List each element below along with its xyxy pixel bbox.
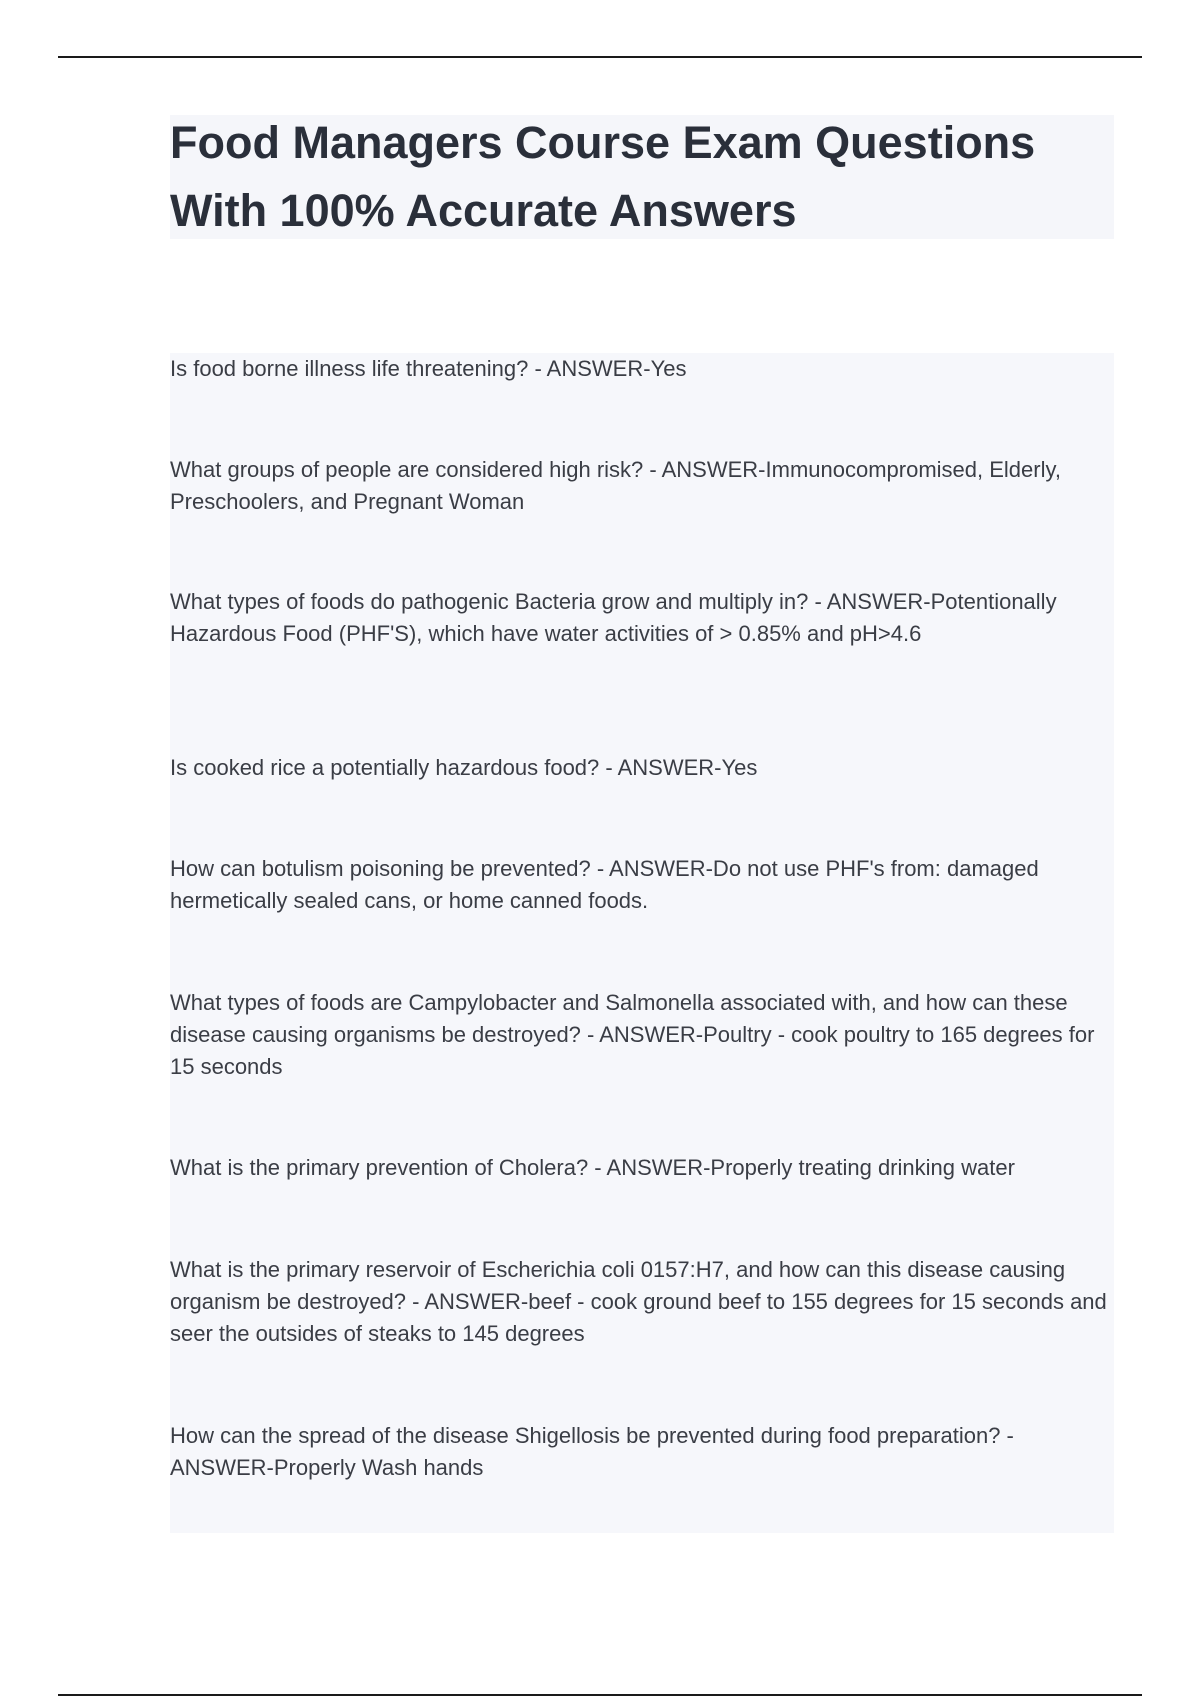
bottom-rule bbox=[58, 1694, 1142, 1696]
qa-item-6: What types of foods are Campylobacter and Salmonella associated with, and how can these disease causing organisms be destroyed? - ANSWER-Poultry - cook poultry to 165 degrees for 15 seconds bbox=[170, 990, 1095, 1079]
qa-item-3: What types of foods do pathogenic Bacteria grow and multiply in? - ANSWER-Potentionally Hazardous Food (PHF'S), which have water activities of > 0.85% and pH>4.6 bbox=[170, 589, 1057, 646]
qa-list bbox=[170, 353, 1114, 1533]
qa-item-9: How can the spread of the disease Shigellosis be prevented during food preparation? - ANSWER-Properly Wash hands bbox=[170, 1423, 1014, 1480]
title-block bbox=[170, 115, 1114, 239]
qa-item-8: What is the primary reservoir of Escherichia coli 0157:H7, and how can this disease causing organism be destroyed? - ANSWER-beef - cook ground beef to 155 degrees for 15 seconds and seer the outsides of steaks to 145 degrees bbox=[170, 1257, 1107, 1346]
top-rule bbox=[58, 56, 1142, 58]
qa-item-7: What is the primary prevention of Cholera? - ANSWER-Properly treating drinking water bbox=[170, 1155, 1015, 1180]
qa-item-5: How can botulism poisoning be prevented? - ANSWER-Do not use PHF's from: damaged hermetically sealed cans, or home canned foods. bbox=[170, 856, 1039, 913]
document-title: Food Managers Course Exam Questions With 100% Accurate Answers bbox=[170, 117, 1036, 236]
qa-item-4: Is cooked rice a potentially hazardous food? - ANSWER-Yes bbox=[170, 755, 758, 780]
qa-item-2: What groups of people are considered high risk? - ANSWER-Immunocompromised, Elderly, Preschoolers, and Pregnant Woman bbox=[170, 457, 1061, 514]
qa-item-1: Is food borne illness life threatening? - ANSWER-Yes bbox=[170, 356, 687, 381]
